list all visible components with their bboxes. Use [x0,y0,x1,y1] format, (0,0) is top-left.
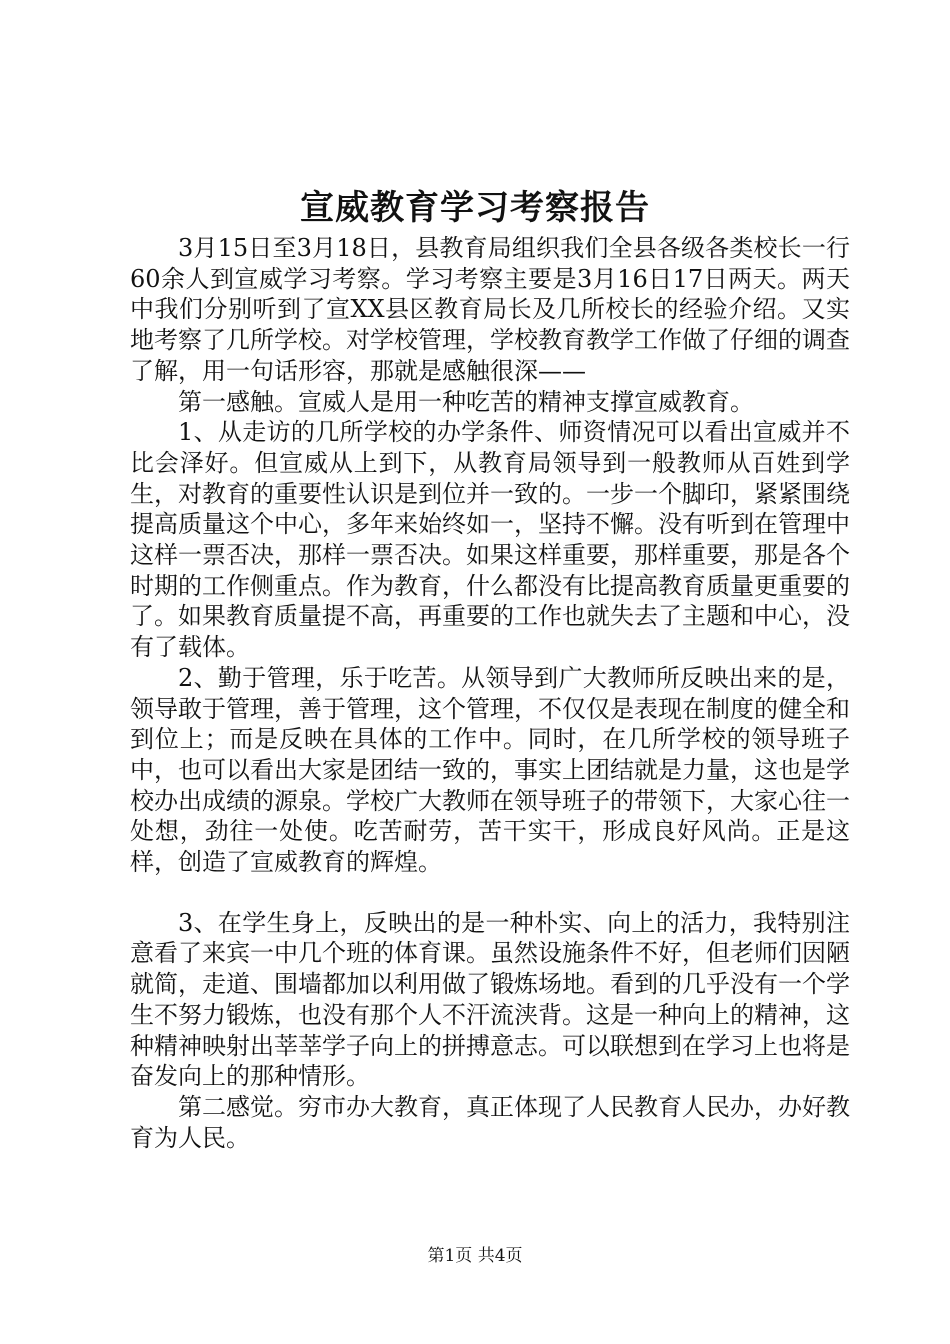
paragraph-point-3: 3、在学生身上，反映出的是一种朴实、向上的活力，我特别注意看了来宾一中几个班的体育课。虽然设施条件不好，但老师们因陋就简，走道、围墙都加以利用做了锻炼场地。看到的几乎没有一个学生不努力锻炼，也没有那个人不汗流浃背。这是一种向上的精神，这种精神映射出莘莘学子向上的拼搏意志。可以联想到在学习上也将是奋发向上的那种情形。 [130,908,850,1091]
paragraph-intro: 3月15日至3月18日，县教育局组织我们全县各级各类校长一行60余人到宣威学习考察。学习考察主要是3月16日17日两天。两天中我们分别听到了宣XX县区教育局长及几所校长的经验介绍。又实地考察了几所学校。对学校管理，学校教育教学工作做了仔细的调查了解，用一句话形容，那就是感触很深—— [130,234,850,385]
document-body [130,233,850,1153]
paragraph-point-1: 1、从走访的几所学校的办学条件、师资情况可以看出宣威并不比会泽好。但宣威从上到下，从教育局领导到一般教师从百姓到学生，对教育的重要性认识是到位并一致的。一步一个脚印，紧紧围绕提高质量这个中心，多年来始终如一，坚持不懈。没有听到在管理中这样一票否决，那样一票否决。如果这样重要，那样重要，那是各个时期的工作侧重点。作为教育，什么都没有比提高教育质量更重要的了。如果教育质量提不高，再重要的工作也就失去了主题和中心，没有了载体。 [130,418,850,662]
paragraph-second-impression: 第二感觉。穷市办大教育，真正体现了人民教育人民办，办好教育为人民。 [130,1092,850,1152]
document-title: 宣威教育学习考察报告 [300,188,650,228]
paragraph-first-impression: 第一感触。宣威人是用一种吃苦的精神支撑宣威教育。 [178,387,754,416]
page-footer: 第1页 共4页 [427,1246,523,1266]
paragraph-point-2: 2、勤于管理，乐于吃苦。从领导到广大教师所反映出来的是，领导敢于管理，善于管理，这个管理，不仅仅是表现在制度的健全和到位上；而是反映在具体的工作中。同时，在几所学校的领导班子中，也可以看出大家是团结一致的，事实上团结就是力量，这也是学校办出成绩的源泉。学校广大教师在领导班子的带领下，大家心往一处想，劲往一处使。吃苦耐劳，苦干实干，形成良好风尚。正是这样，创造了宣威教育的辉煌。 [130,663,850,877]
